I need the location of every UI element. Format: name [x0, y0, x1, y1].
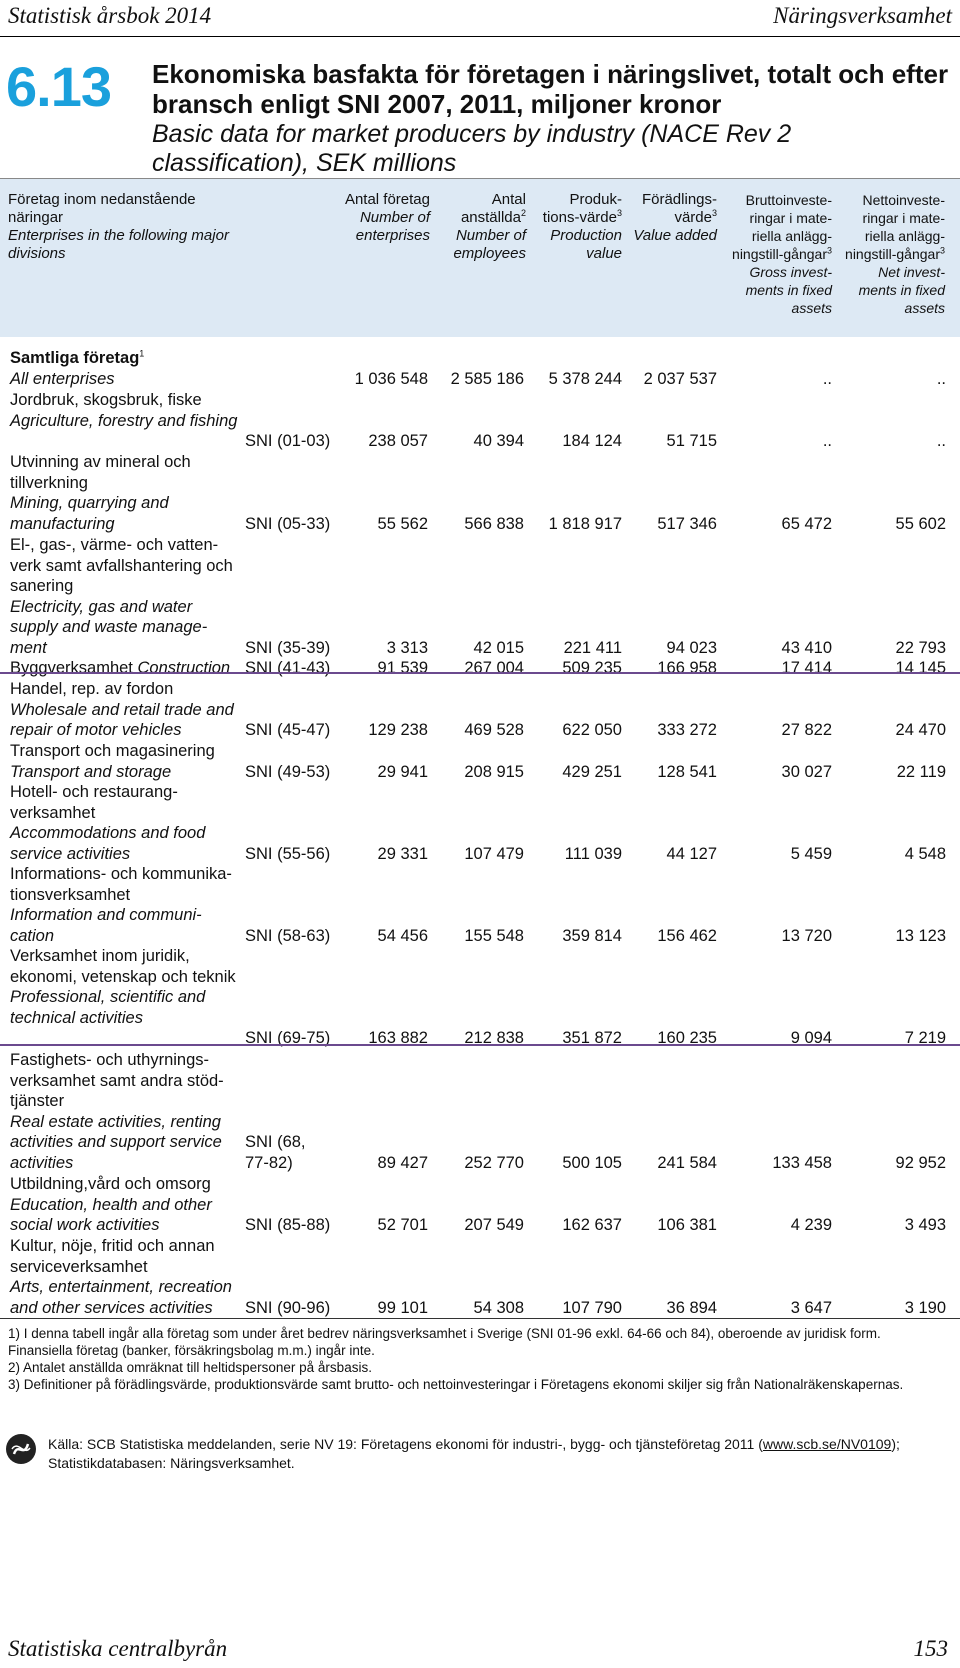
row-label — [10, 782, 242, 864]
row-label — [10, 348, 242, 389]
cell-gross-investments: 27 822 — [781, 721, 832, 739]
cell-gross-investments: 3 647 — [790, 1298, 832, 1317]
page-footer-left: Statistiska centralbyrån — [8, 1636, 228, 1661]
col2-sv: Antal anställda — [460, 191, 526, 226]
table-number: 6.13 — [6, 55, 111, 118]
source-text-2: ); Statistikdatabasen: Näringsverksamhet. — [48, 1436, 900, 1471]
cell-value-added: 36 894 — [666, 1298, 717, 1317]
page-header-left: Statistisk årsbok 2014 — [8, 3, 212, 28]
table-row-total — [0, 348, 960, 390]
row-label — [10, 1174, 242, 1236]
row-label-sv: Hotell- och restaurang-verksamhet — [10, 783, 178, 822]
row-label-sv: Samtliga företag — [10, 349, 140, 367]
row-label-en: Agriculture, forestry and fishing — [10, 411, 238, 430]
cell-employees: 155 548 — [464, 926, 524, 945]
table-row — [0, 1174, 960, 1236]
row-label-sv: Utvinning av mineral och tillverkning — [10, 453, 191, 492]
cell-gross-investments: 4 239 — [790, 1216, 832, 1234]
cell-employees: 212 838 — [464, 1029, 524, 1047]
row-divider — [0, 672, 960, 674]
table-row — [0, 1236, 960, 1318]
col4-en: Value added — [633, 227, 717, 244]
row-sni-code: SNI (69-75) — [245, 1029, 331, 1047]
row-sni-code: SNI (35-39) — [245, 638, 331, 657]
row-label-en: Arts, entertainment, recreation and other services activities — [10, 1278, 232, 1317]
col2-sup: 2 — [520, 208, 526, 218]
row-label-en: Electricity, gas and water supply and waste manage-ment — [10, 597, 208, 657]
cell-gross-investments: 13 720 — [781, 926, 832, 945]
table-row — [0, 864, 960, 946]
cell-production-value: 107 790 — [562, 1298, 622, 1317]
cell-enterprises: 52 701 — [377, 1216, 428, 1234]
source-text-1: Källa: SCB Statistiska meddelanden, serie NV 19: Företagens ekonomi för industri-, bygg- och tjänsteföretag 2011 ( — [48, 1436, 763, 1452]
row-label-en: Transport and storage — [10, 762, 172, 781]
row-label-en: Education, health and other social work activities — [10, 1195, 212, 1234]
cell-value-added: 106 381 — [657, 1216, 717, 1234]
cell-net-investments: 22 793 — [895, 638, 946, 657]
cell-value-added: 333 272 — [657, 721, 717, 739]
row-label — [10, 390, 242, 431]
cell-employees: 207 549 — [464, 1216, 524, 1234]
row-label-en: Accommodations and food service activities — [10, 824, 206, 863]
col-desc-sv: Företag inom nedanstående näringar — [8, 191, 196, 226]
row-label — [10, 1050, 242, 1173]
row-label — [10, 946, 242, 1028]
page-number: 153 — [913, 1636, 948, 1661]
cell-production-value: 111 039 — [564, 844, 622, 863]
table-row — [0, 1050, 960, 1173]
cell-net-investments: 55 602 — [895, 514, 946, 533]
cell-gross-investments: 43 410 — [781, 638, 832, 657]
cell-net-investments: 14 145 — [895, 659, 946, 677]
cell-employees: 40 394 — [473, 432, 524, 450]
col-header-value-added — [632, 191, 717, 245]
col-desc-en: Enterprises in the following major divisions — [8, 227, 229, 262]
row-label-sv: Verksamhet inom juridik, ekonomi, vetenskap och teknik — [10, 947, 236, 986]
cell-production-value: 1 818 917 — [548, 514, 622, 533]
row-sni-code: SNI (05-33) — [245, 514, 331, 533]
col-header-net-investments — [845, 191, 945, 317]
cell-enterprises: 99 101 — [377, 1298, 428, 1317]
cell-enterprises: 29 331 — [377, 844, 428, 863]
row-label-sv: Informations- och kommunika-tionsverksamhet — [10, 865, 232, 904]
row-label-sv: Fastighets- och uthyrnings-verksamhet samt andra stöd-tjänster — [10, 1051, 224, 1110]
cell-production-value: 622 050 — [562, 721, 622, 739]
row-label-en: Wholesale and retail trade and repair of motor vehicles — [10, 700, 234, 739]
row-label — [10, 1236, 242, 1318]
cell-net-investments: 3 493 — [904, 1216, 946, 1234]
col4-sv: Förädlings-värde — [641, 191, 717, 226]
col6-sup: 3 — [939, 245, 945, 256]
cell-value-added: 94 023 — [666, 638, 717, 657]
row-sni-code: SNI (55-56) — [245, 844, 331, 863]
cell-value-added: 166 958 — [657, 659, 717, 677]
cell-production-value: 500 105 — [562, 1153, 622, 1172]
row-label-en: Construction — [137, 659, 231, 677]
cell-employees: 469 528 — [464, 721, 524, 739]
cell-net-investments: 4 548 — [904, 844, 946, 863]
col6-sv: Nettoinveste-ringar i mate-riella anlägg-ningstill-gångar — [845, 192, 945, 262]
cell-enterprises: 29 941 — [377, 762, 428, 781]
table-row — [0, 390, 960, 452]
row-sni-code: SNI (68, 77-82) — [245, 1133, 306, 1172]
row-label-sv: Transport och magasinering — [10, 742, 215, 760]
col2-en: Number of employees — [453, 227, 526, 262]
cell-employees: 566 838 — [464, 514, 524, 533]
cell-value-added: 160 235 — [657, 1029, 717, 1047]
source-note — [48, 1435, 928, 1473]
row-sni-code: SNI (41-43) — [245, 659, 331, 677]
cell-employees: 54 308 — [473, 1298, 524, 1317]
row-label-en: Professional, scientific and technical activities — [10, 988, 206, 1027]
cell-net-investments: .. — [936, 432, 946, 450]
col-header-employees — [430, 191, 526, 263]
cell-employees: 107 479 — [464, 844, 524, 863]
cell-value-added: 51 715 — [666, 432, 717, 450]
col1-sv: Antal företag — [344, 191, 430, 208]
col-header-gross-investments — [728, 191, 832, 317]
row-sni-code: SNI (01-03) — [245, 432, 331, 450]
row-label-sup: 1 — [139, 348, 145, 359]
cell-net-investments: 13 123 — [895, 926, 946, 945]
cell-enterprises: 89 427 — [377, 1153, 428, 1172]
row-label-en: Real estate activities, renting activities and support service activities — [10, 1112, 222, 1172]
cell-value-added: 156 462 — [657, 926, 717, 945]
table-row — [0, 946, 960, 1049]
row-sni-code: SNI (90-96) — [245, 1298, 331, 1317]
cell-net-investments: 7 219 — [904, 1029, 946, 1047]
cell-production-value: 5 378 244 — [548, 370, 622, 388]
col5-en: Gross invest-ments in fixed assets — [745, 264, 832, 316]
cell-gross-investments: 133 458 — [772, 1153, 832, 1172]
cell-production-value: 162 637 — [562, 1216, 622, 1234]
cell-production-value: 359 814 — [562, 926, 622, 945]
row-sni-code: SNI (58-63) — [245, 926, 331, 945]
table-title — [152, 59, 952, 178]
scb-logo-icon — [6, 1434, 36, 1464]
row-label — [10, 679, 242, 741]
cell-production-value: 221 411 — [563, 638, 622, 657]
row-sni-code: SNI (49-53) — [245, 762, 331, 781]
cell-employees: 267 004 — [464, 659, 524, 677]
cell-enterprises: 91 539 — [377, 659, 428, 677]
col4-sup: 3 — [711, 208, 717, 218]
table-row — [0, 782, 960, 864]
row-label — [10, 864, 242, 946]
row-sni-code: SNI (85-88) — [245, 1216, 331, 1234]
row-label-en: All enterprises — [10, 369, 115, 388]
cell-gross-investments: 5 459 — [790, 844, 832, 863]
cell-production-value: 351 872 — [562, 1029, 622, 1047]
cell-gross-investments: 65 472 — [781, 514, 832, 533]
cell-gross-investments: .. — [822, 432, 832, 450]
cell-enterprises: 1 036 548 — [354, 370, 428, 388]
cell-value-added: 44 127 — [666, 844, 717, 863]
cell-production-value: 184 124 — [562, 432, 622, 450]
header-rule — [0, 36, 960, 37]
row-label-sv: Jordbruk, skogsbruk, fiske — [10, 391, 202, 409]
col-header-description — [8, 191, 233, 263]
col1-en: Number of enterprises — [355, 209, 430, 244]
col6-en: Net invest-ments in fixed assets — [858, 264, 945, 316]
table-row — [0, 535, 960, 658]
cell-enterprises: 54 456 — [377, 926, 428, 945]
row-label — [10, 535, 242, 658]
col3-sv: Produk-tions-värde — [542, 191, 622, 226]
row-label-sv: Kultur, nöje, fritid och annan serviceverksamhet — [10, 1237, 215, 1276]
table-bottom-rule — [0, 1318, 960, 1319]
cell-enterprises: 55 562 — [377, 514, 428, 533]
table-header — [0, 178, 960, 337]
table-title-en: Basic data for market producers by industry (NACE Rev 2 classification), SEK millions — [152, 120, 792, 177]
cell-net-investments: 24 470 — [895, 721, 946, 739]
row-label-en: Mining, quarrying and manufacturing — [10, 494, 169, 533]
cell-gross-investments: .. — [822, 370, 832, 388]
cell-enterprises: 238 057 — [368, 432, 428, 450]
cell-gross-investments: 17 414 — [781, 659, 832, 677]
footnote-2: 2) Antalet anställda omräknat till heltidspersoner på årsbasis. — [8, 1360, 372, 1375]
cell-enterprises: 3 313 — [386, 638, 428, 657]
row-divider — [0, 1044, 960, 1046]
col5-sv: Bruttoinveste-ringar i mate-riella anlägg-ningstill-gångar — [732, 192, 832, 262]
cell-employees: 208 915 — [464, 762, 524, 781]
footnote-1: 1) I denna tabell ingår alla företag som under året bedrev näringsverksamhet i Sverige (SNI 01-96 exkl. 64-66 och 84), oberoende av juridisk form. Finansiella företag (banker, försäkringsbolag m.m.) ingår inte. — [8, 1326, 881, 1358]
cell-employees: 2 585 186 — [450, 370, 524, 388]
cell-enterprises: 129 238 — [368, 721, 428, 739]
col-header-production — [540, 191, 622, 263]
col3-sup: 3 — [616, 208, 622, 218]
table-row — [0, 658, 960, 679]
row-label — [10, 658, 242, 679]
page-header-right: Näringsverksamhet — [773, 3, 952, 28]
row-label-en: Information and communi-cation — [10, 906, 202, 945]
cell-employees: 252 770 — [464, 1153, 524, 1172]
table-title-sv: Ekonomiska basfakta för företagen i näringslivet, totalt och efter bransch enligt SNI 2007, 2011, miljoner kronor — [152, 59, 949, 119]
cell-gross-investments: 30 027 — [781, 762, 832, 781]
cell-production-value: 509 235 — [562, 659, 622, 677]
col-header-enterprises — [330, 191, 430, 245]
row-label-sv: Utbildning,vård och omsorg — [10, 1175, 211, 1193]
cell-value-added: 241 584 — [657, 1153, 717, 1172]
cell-production-value: 429 251 — [562, 762, 622, 781]
cell-value-added: 517 346 — [657, 514, 717, 533]
col3-en: Production value — [550, 227, 622, 262]
col5-sup: 3 — [826, 245, 832, 256]
cell-net-investments: 22 119 — [896, 762, 946, 781]
cell-employees: 42 015 — [473, 638, 524, 657]
table-row — [0, 452, 960, 534]
row-label-sv: Handel, rep. av fordon — [10, 680, 174, 698]
table-row — [0, 741, 960, 782]
row-label — [10, 741, 242, 782]
cell-net-investments: .. — [936, 370, 946, 388]
cell-net-investments: 92 952 — [895, 1153, 946, 1172]
cell-net-investments: 3 190 — [904, 1298, 946, 1317]
row-label — [10, 452, 242, 534]
row-sni-code: SNI (45-47) — [245, 721, 331, 739]
cell-enterprises: 163 882 — [368, 1029, 428, 1047]
cell-value-added: 128 541 — [657, 762, 717, 781]
source-link[interactable]: www.scb.se/NV0109 — [762, 1436, 892, 1452]
footnote-3: 3) Definitioner på förädlingsvärde, produktionsvärde samt brutto- och nettoinvesteringar i Företagens ekonomi skiljer sig från Nationalräkenskapernas. — [8, 1377, 904, 1392]
row-label-sv: El-, gas-, värme- och vatten-verk samt avfallshantering och sanering — [10, 536, 233, 595]
cell-gross-investments: 9 094 — [790, 1029, 832, 1047]
row-label-sv: Byggverksamhet — [10, 659, 133, 677]
table-row — [0, 679, 960, 741]
cell-value-added: 2 037 537 — [643, 370, 717, 388]
